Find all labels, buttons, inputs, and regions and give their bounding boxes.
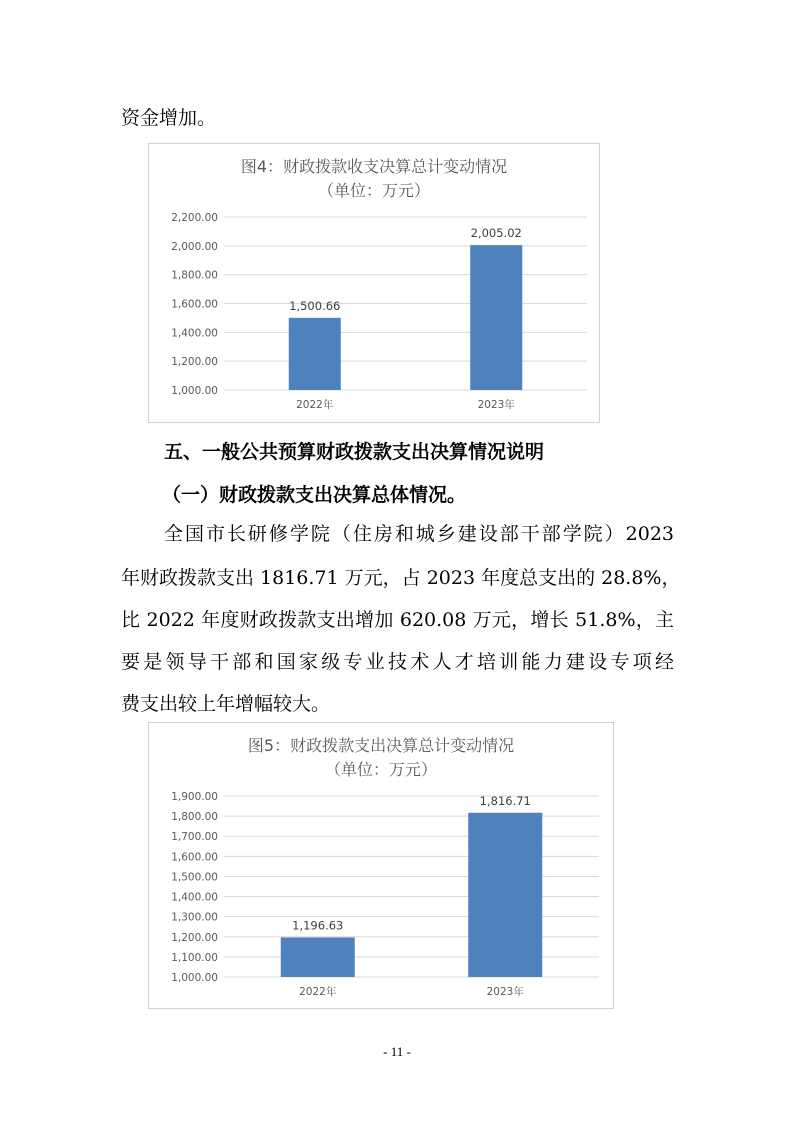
y-tick-label: 1,400.00 [171,891,218,904]
chart-title: 图5：财政拨款支出决算总计变动情况 [247,736,515,755]
y-tick-label: 1,300.00 [171,911,218,924]
data-label: 1,816.71 [479,793,531,808]
y-tick-label: 1,800.00 [171,269,218,282]
bar-chart-svg [149,144,599,422]
y-tick-label: 1,400.00 [171,327,218,340]
y-tick-label: 1,200.00 [171,931,218,944]
chart-subtitle: （单位：万元） [324,760,437,779]
chart-title: 图4：财政拨款收支决算总计变动情况 [240,157,508,176]
y-tick-label: 1,700.00 [171,831,218,844]
y-tick-label: 1,600.00 [171,851,218,864]
x-tick-label: 2022年 [296,399,334,411]
y-tick-label: 1,200.00 [171,356,218,369]
chart-fig4 [148,143,600,423]
paragraph-line: 费支出较上年增幅较大。 [121,693,331,715]
y-tick-label: 2,200.00 [171,212,218,224]
paragraph-line: 要是领导干部和国家级专业技术人才培训能力建设专项经 [121,651,674,673]
page-number: - 11 - [383,1044,411,1059]
y-tick-label: 1,500.00 [171,871,218,884]
data-label: 2,005.02 [470,226,522,241]
bar [470,245,522,390]
y-tick-label: 1,100.00 [171,951,218,964]
y-tick-label: 1,900.00 [171,791,218,803]
chart-subtitle: （单位：万元） [317,181,430,200]
data-label: 1,196.63 [292,918,344,933]
y-tick-label: 1,800.00 [171,811,218,824]
bar [468,813,542,977]
bar [289,318,341,390]
paragraph-line: 全国市长研修学院（住房和城乡建设部干部学院）2023 [164,523,674,545]
bar [281,937,355,977]
y-tick-label: 2,000.00 [171,240,218,253]
section-heading: 五、一般公共预算财政拨款支出决算情况说明 [164,441,545,463]
y-tick-label: 1,000.00 [171,972,218,984]
subsection-heading: （一）财政拨款支出决算总体情况。 [162,484,467,506]
y-tick-label: 1,600.00 [171,298,218,311]
data-label: 1,500.66 [289,298,341,313]
intro-line: 资金增加。 [121,107,217,129]
x-tick-label: 2023年 [477,399,515,411]
paragraph-line: 年财政拨款支出 1816.71 万元，占 2023 年度总支出的 28.8%， [121,567,681,589]
x-tick-label: 2022年 [299,986,337,998]
x-tick-label: 2023年 [486,986,524,998]
y-tick-label: 1,000.00 [171,385,218,397]
bar-chart-svg [149,723,613,1008]
chart-fig5 [148,722,614,1009]
paragraph-line: 比 2022 年度财政拨款支出增加 620.08 万元，增长 51.8%，主 [121,609,674,631]
